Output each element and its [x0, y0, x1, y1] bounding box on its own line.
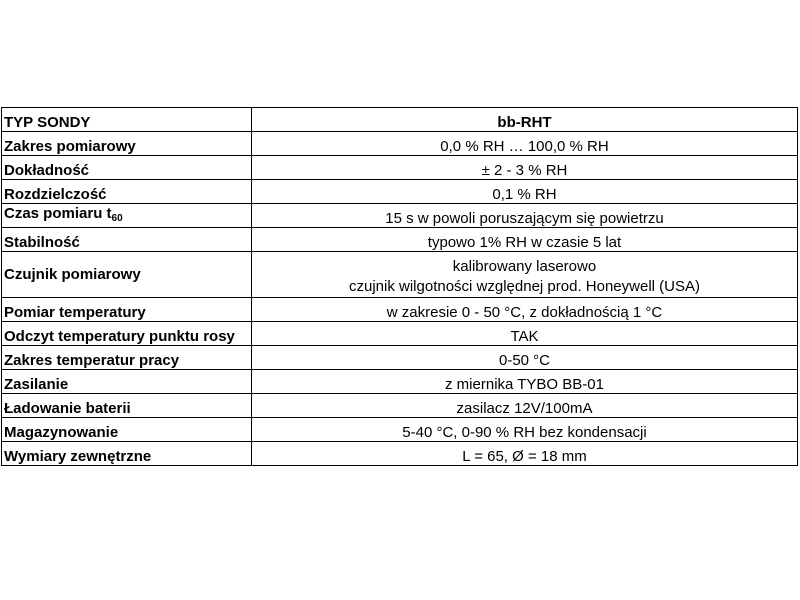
table-row	[2, 156, 798, 180]
table-row	[2, 204, 798, 228]
spec-table	[1, 107, 798, 466]
table-header-row	[2, 108, 798, 132]
row-value: 5-40 °C, 0-90 % RH bez kondensacji	[252, 418, 798, 442]
row-value: TAK	[252, 322, 798, 346]
row-label: Pomiar temperatury	[2, 298, 252, 322]
row-value: typowo 1% RH w czasie 5 lat	[252, 228, 798, 252]
row-label: Dokładność	[2, 156, 252, 180]
row-value: L = 65, Ø = 18 mm	[252, 442, 798, 466]
table-row	[2, 252, 798, 298]
table-row	[2, 132, 798, 156]
row-value: z miernika TYBO BB-01	[252, 370, 798, 394]
table-row	[2, 370, 798, 394]
row-value: 15 s w powoli poruszającym się powietrzu	[252, 204, 798, 228]
row-value: zasilacz 12V/100mA	[252, 394, 798, 418]
table-row	[2, 346, 798, 370]
table-row	[2, 442, 798, 466]
row-value: 0-50 °C	[252, 346, 798, 370]
row-label: Stabilność	[2, 228, 252, 252]
row-label: Zakres pomiarowy	[2, 132, 252, 156]
row-label: Zasilanie	[2, 370, 252, 394]
row-value: 0,0 % RH … 100,0 % RH	[252, 132, 798, 156]
row-value: w zakresie 0 - 50 °C, z dokładnością 1 °C	[252, 298, 798, 322]
table-row	[2, 298, 798, 322]
row-label: Ładowanie baterii	[2, 394, 252, 418]
row-label: Zakres temperatur pracy	[2, 346, 252, 370]
table-row	[2, 322, 798, 346]
row-label: Wymiary zewnętrzne	[2, 442, 252, 466]
row-value: 0,1 % RH	[252, 180, 798, 204]
header-label: TYP SONDY	[2, 108, 252, 132]
row-label: Rozdzielczość	[2, 180, 252, 204]
row-label	[2, 204, 252, 228]
row-label: Magazynowanie	[2, 418, 252, 442]
row-value	[252, 252, 798, 298]
row-value-line: kalibrowany laserowo	[452, 258, 597, 275]
table-row	[2, 180, 798, 204]
row-value-line: czujnik wilgotności względnej prod. Honeywell (USA)	[349, 278, 700, 295]
row-label: Odczyt temperatury punktu rosy	[2, 322, 252, 346]
row-value: ± 2 - 3 % RH	[252, 156, 798, 180]
table-row	[2, 418, 798, 442]
table-row	[2, 394, 798, 418]
header-value: bb-RHT	[252, 108, 798, 132]
row-label: Czujnik pomiarowy	[2, 252, 252, 298]
row-label-text: Czas pomiaru t	[4, 205, 112, 222]
table-row	[2, 228, 798, 252]
row-label-subscript: 60	[111, 213, 123, 224]
